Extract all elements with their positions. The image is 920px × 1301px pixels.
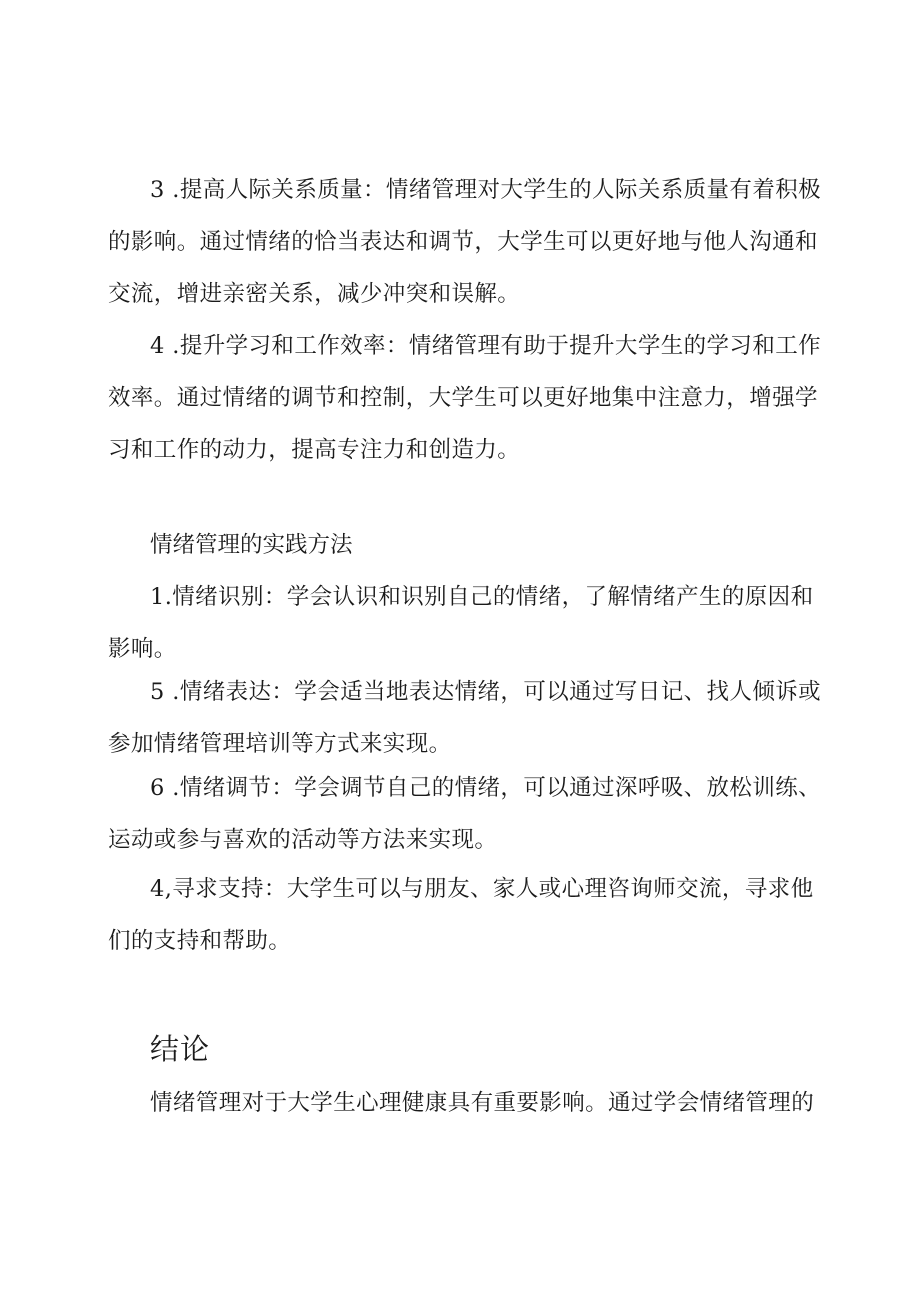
paragraph-study-work-efficiency: 4 .提升学习和工作效率：情绪管理有助于提升大学生的学习和工作效率。通过情绪的调节和控制，大学生可以更好地集中注意力，增强学习和工作的动力，提高专注力和创造力。 — [108, 333, 822, 463]
paragraph-emotion-regulation: 6 .情绪调节：学会调节自己的情绪，可以通过深呼吸、放松训练、运动或参与喜欢的活动等方法来实现。 — [108, 775, 822, 853]
paragraph-interpersonal-quality: 3 .提高人际关系质量：情绪管理对大学生的人际关系质量有着积极的影响。通过情绪的恰当表达和调节，大学生可以更好地与他人沟通和交流，增进亲密关系，减少冲突和误解。 — [108, 177, 822, 307]
section-heading-practice-methods: 情绪管理的实践方法 — [150, 532, 353, 558]
paragraph-seek-support: 4,寻求支持：大学生可以与朋友、家人或心理咨询师交流，寻求他们的支持和帮助。 — [108, 876, 814, 954]
conclusion-heading: 结论 — [150, 1032, 211, 1066]
paragraph-emotion-expression: 5 .情绪表达：学会适当地表达情绪，可以通过写日记、找人倾诉或参加情绪管理培训等方式来实现。 — [108, 679, 822, 757]
paragraph-conclusion: 情绪管理对于大学生心理健康具有重要影响。通过学会情绪管理的 — [150, 1090, 815, 1116]
paragraph-emotion-recognition: 1.情绪识别：学会认识和识别自己的情绪，了解情绪产生的原因和影响。 — [108, 584, 814, 662]
